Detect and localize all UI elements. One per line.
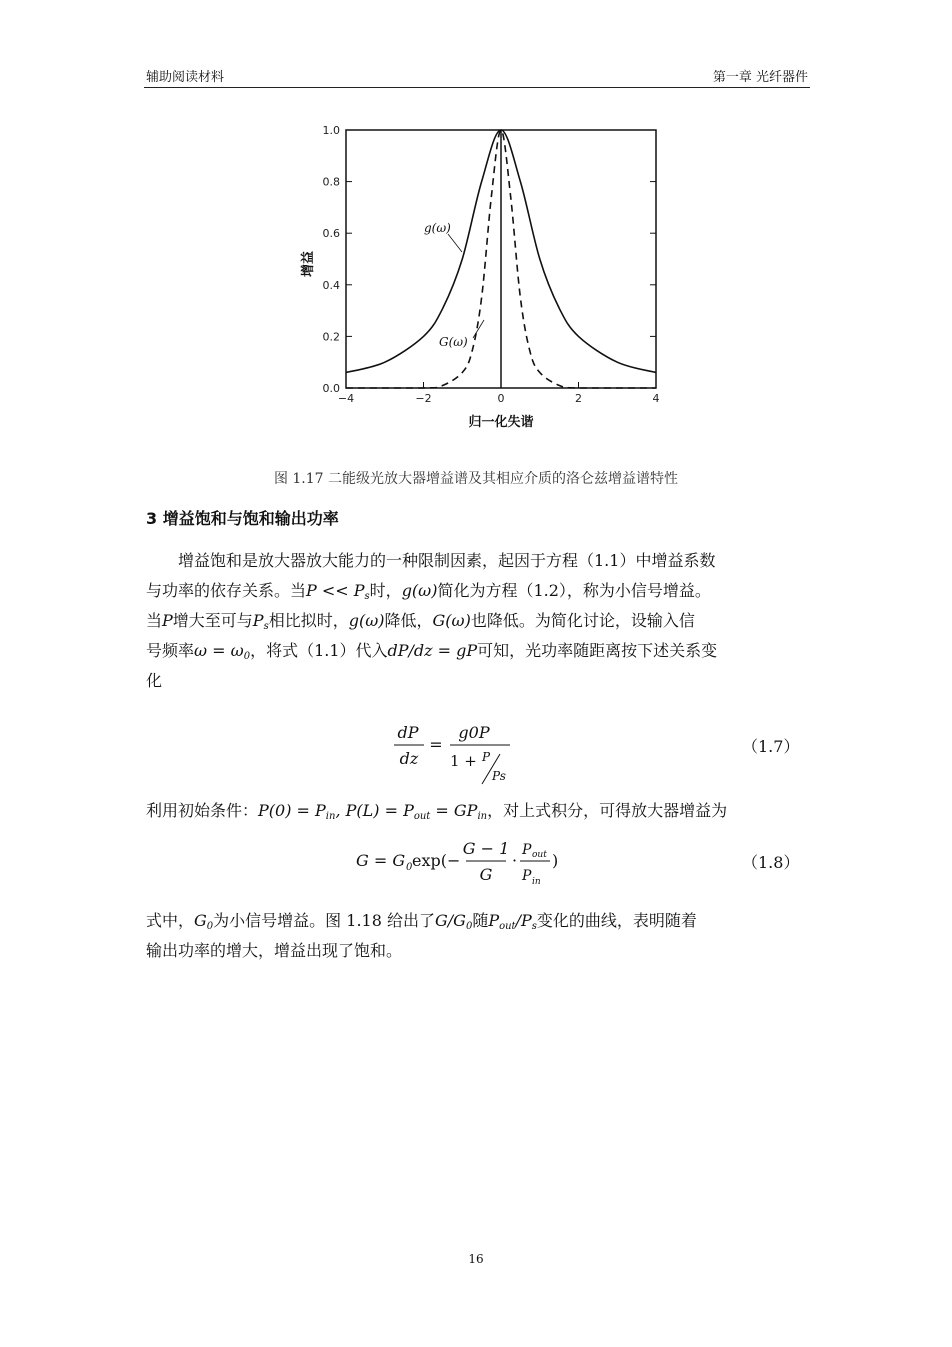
p1-text: ，将式（1.1）代入: [250, 641, 388, 660]
math-inline: ω = ω: [194, 641, 244, 660]
p1-line-1: 增益饱和是放大器放大能力的一种限制因素，起因于方程（1.1）中增益系数: [178, 551, 716, 570]
math-subscript: 0: [243, 651, 251, 662]
p1-line-5: 化: [146, 671, 163, 690]
math-inline: G(ω): [432, 611, 471, 630]
page-number: 16: [468, 1252, 484, 1266]
math-subscript: s: [364, 591, 370, 602]
p1-text: 简化为方程（1.2），称为小信号增益。: [437, 581, 711, 600]
p1-text: 相比拟时，: [268, 611, 349, 630]
section-heading: 3 增益饱和与饱和输出功率: [146, 509, 339, 528]
x-tick-label: 4: [652, 392, 660, 405]
math-subscript: in: [325, 811, 336, 822]
p3-text: 式中，: [146, 911, 195, 930]
math-inline: P: [162, 611, 173, 630]
p3-text: 随: [472, 911, 489, 930]
eq17-lhs-den: dz: [399, 749, 419, 768]
eq17-lhs-num: dP: [397, 723, 419, 742]
p2-text: 利用初始条件：: [146, 801, 259, 820]
gain-spectrum-chart: [290, 118, 670, 438]
p1-text: 增大至可与: [172, 611, 253, 630]
eq17-one-plus: 1 +: [450, 752, 477, 770]
p3-line-1: [146, 906, 816, 936]
eq18-f2-den-sub: in: [532, 877, 541, 887]
math-inline: g(ω): [401, 581, 438, 600]
p1-text: 也降低。为简化讨论，设输入信: [470, 611, 695, 630]
math-inline: P: [488, 911, 500, 930]
p1-line-4: [146, 636, 816, 666]
math-subscript: out: [499, 921, 516, 932]
eq17-number: （1.7）: [742, 737, 800, 756]
x-tick-label: 2: [575, 392, 582, 405]
header-rule: [144, 87, 810, 88]
annotation-g-leader: [448, 234, 462, 252]
annotation-G: G(ω): [439, 335, 468, 349]
math-inline: = GP: [430, 801, 478, 820]
figure-caption: 图 1.17 二能级光放大器增益谱及其相应介质的洛仑兹增益谱特性: [273, 471, 679, 487]
p1-line-3: [146, 606, 816, 636]
p3-text: 变化的曲线，表明随着: [536, 911, 697, 930]
y-tick-label: 0.0: [322, 382, 340, 395]
math-inline: dP/dz = gP: [387, 641, 478, 660]
eq18-f1-num: G − 1: [462, 839, 510, 858]
math-inline: , P(L) = P: [335, 801, 414, 820]
p1-text: 与功率的依存关系。当: [146, 581, 307, 600]
p2-line-1: [146, 796, 816, 826]
eq18-lhs-sub: 0: [406, 862, 413, 873]
math-inline: P << P: [306, 581, 365, 600]
eq17-rhs-num: g0P: [458, 723, 490, 742]
y-tick-label: 0.8: [322, 175, 340, 189]
equation-1-7: [392, 716, 532, 786]
math-subscript: s: [531, 921, 537, 932]
equation-1-8: [356, 834, 576, 894]
paragraph-3: [146, 906, 816, 966]
math-inline: /P: [515, 911, 532, 930]
math-inline: P: [252, 611, 264, 630]
math-subscript: out: [413, 811, 431, 822]
eq18-f2-den: P: [522, 868, 532, 884]
math-inline: G/G: [434, 911, 466, 930]
x-tick-label: −4: [337, 392, 355, 405]
math-subscript: s: [263, 621, 269, 632]
p1-text: 降低，: [384, 611, 433, 630]
eq18-close: ): [552, 851, 559, 870]
eq17-small-num: P: [482, 750, 491, 764]
p1-text: 当: [146, 611, 163, 630]
eq18-exp: exp(−: [412, 851, 461, 870]
paragraph-1: [146, 546, 816, 696]
math-inline: P(0) = P: [258, 801, 326, 820]
x-tick-label: −2: [415, 392, 432, 405]
p1-line-2: [146, 576, 816, 606]
p1-text: 时，: [369, 581, 402, 600]
math-subscript: 0: [465, 921, 473, 932]
eq18-number: （1.8）: [742, 853, 800, 872]
p3-line-2: 输出功率的增大，增益出现了饱和。: [146, 941, 403, 960]
eq18-f2-num-sub: out: [532, 850, 547, 860]
eq18-dot: ·: [512, 851, 518, 870]
y-axis-label: 增益: [301, 250, 316, 278]
math-inline: G: [194, 911, 207, 930]
y-tick-label: 0.4: [322, 278, 340, 292]
math-inline: g(ω): [348, 611, 385, 630]
math-subscript: in: [477, 811, 488, 822]
eq18-lhs: G = G: [356, 851, 406, 870]
header-right-title: 第一章 光纤器件: [712, 70, 808, 85]
svg-text:=: =: [429, 735, 443, 754]
paragraph-2: [146, 796, 816, 826]
x-axis-label: 归一化失谐: [468, 415, 534, 430]
y-tick-label: 0.2: [322, 330, 340, 344]
p1-text: 号频率: [146, 641, 195, 660]
y-tick-label: 0.6: [322, 227, 340, 241]
p1-text: 可知，光功率随距离按下述关系变: [477, 641, 718, 660]
eq18-f1-den: G: [479, 865, 493, 884]
x-tick-label: 0: [497, 392, 505, 405]
eq17-small-den: Ps: [492, 769, 506, 783]
header-left-title: 辅助阅读材料: [146, 70, 225, 85]
y-tick-label: 1.0: [322, 124, 340, 137]
annotation-g: g(ω): [424, 221, 451, 235]
eq18-f2-num: P: [522, 842, 532, 858]
p2-text: ，对上式积分，可得放大器增益为: [487, 801, 728, 820]
p3-text: 为小信号增益。图 1.18 给出了: [213, 911, 435, 930]
math-subscript: 0: [206, 921, 214, 932]
